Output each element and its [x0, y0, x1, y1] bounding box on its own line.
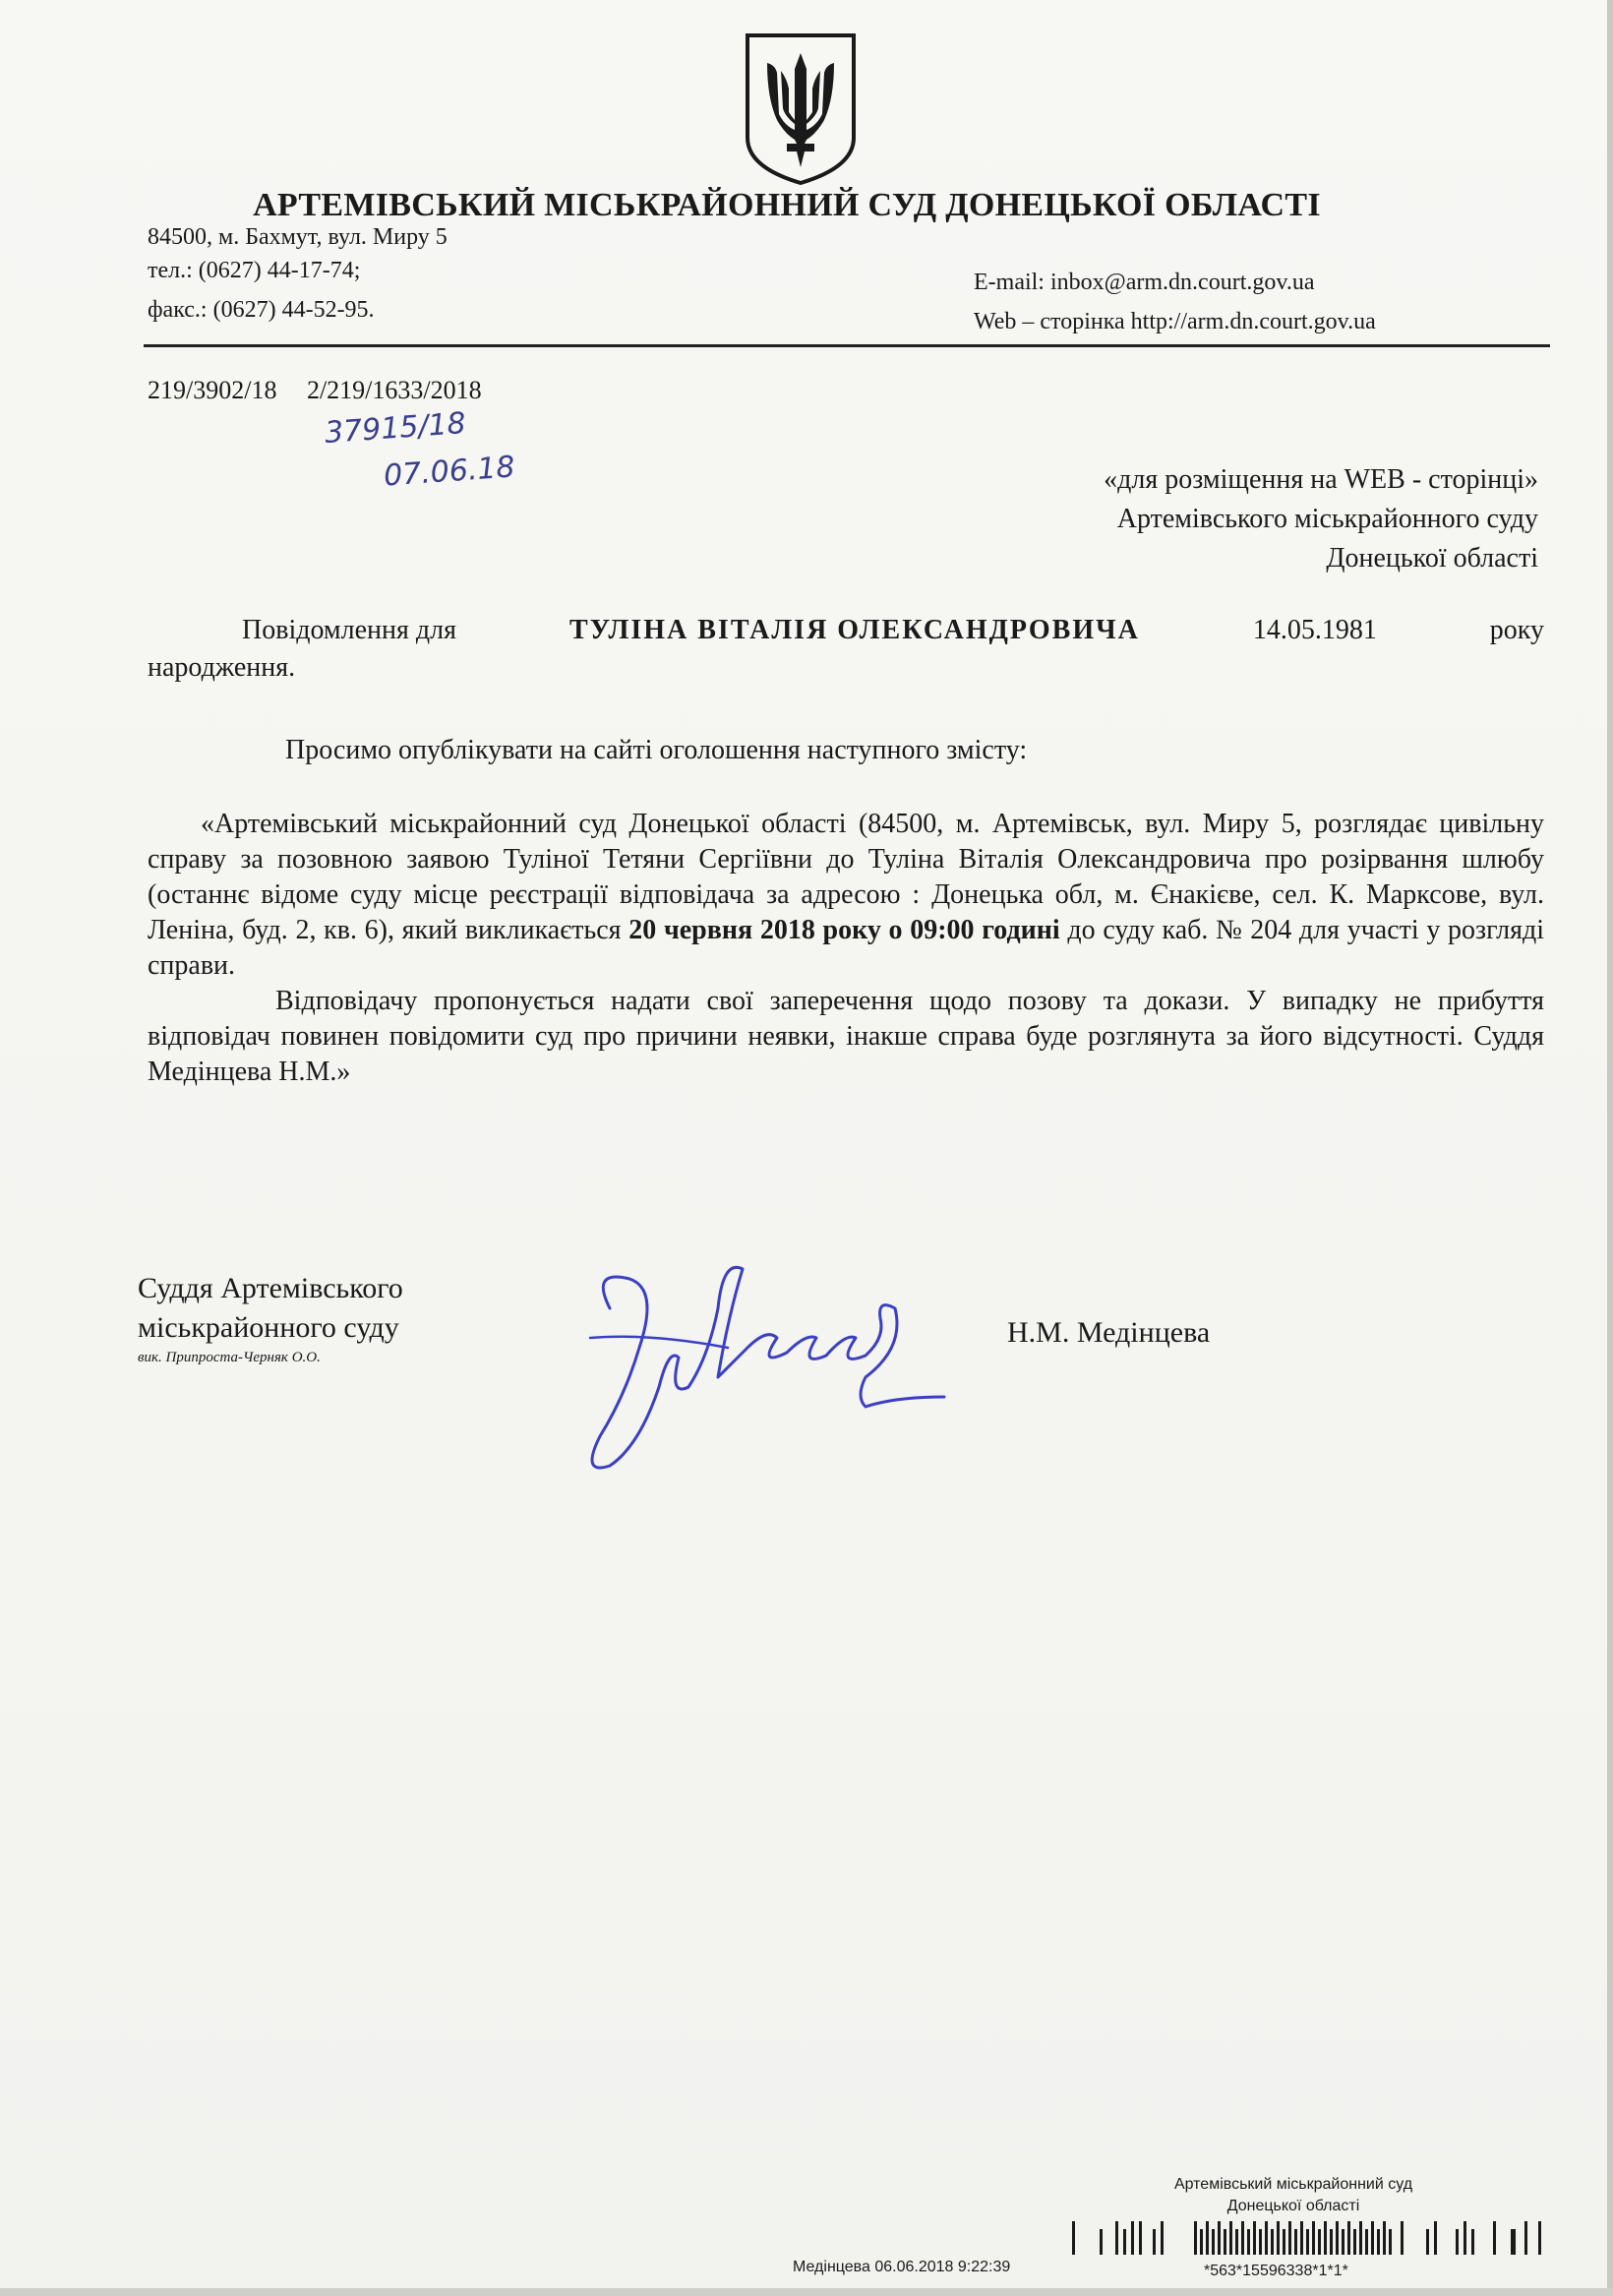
- web-placement-line3: Донецької області: [1326, 543, 1538, 574]
- case-ref-2: 2/219/1633/2018: [306, 376, 482, 404]
- notice-prefix: Повідомлення для: [242, 615, 456, 645]
- announcement-text: [148, 807, 1544, 1090]
- handwritten-registration-date: 07.06.18: [382, 450, 516, 494]
- court-phone: тел.: (0627) 44-17-74;: [148, 258, 361, 283]
- case-ref-1: 219/3902/18: [148, 376, 277, 404]
- notice-block: [148, 612, 1544, 687]
- signature-title-line2: міськрайонного суду: [138, 1311, 399, 1344]
- barcode-number: *563*15596338*1*1*: [1204, 2263, 1348, 2279]
- footer-court-name: [1151, 2174, 1436, 2217]
- web-placement-line2: Артемівського міськрайонного суду: [1116, 504, 1538, 534]
- footer-court-line2: Донецької області: [1226, 2198, 1360, 2214]
- judge-name: Н.М. Медінцева: [1007, 1316, 1211, 1349]
- signature-title: [138, 1269, 403, 1348]
- page-bottom-edge: [0, 2288, 1613, 2296]
- court-website: Web – сторінка http://arm.dn.court.gov.ua: [974, 309, 1376, 334]
- signature-title-line1: Суддя Артемівського: [138, 1272, 403, 1304]
- notice-roku: року: [1489, 615, 1544, 645]
- web-placement-line1: «для розміщення на WEB - сторінці»: [1104, 464, 1538, 495]
- page-edge-shadow: [1607, 0, 1613, 2296]
- notice-line2: народження.: [148, 652, 296, 683]
- court-name: АРТЕМІВСЬКИЙ МІСЬКРАЙОННИЙ СУД ДОНЕЦЬКОЇ ОБЛАСТІ: [253, 187, 1321, 223]
- hearing-datetime: 20 червня 2018 року о 09:00 годині: [628, 915, 1060, 945]
- footer-court-line1: Артемівський міськрайонний суд: [1173, 2176, 1413, 2193]
- court-fax: факс.: (0627) 44-52-95.: [148, 297, 375, 323]
- announcement-paragraph-1: [148, 807, 1544, 984]
- notice-line: [148, 612, 1544, 649]
- court-address: 84500, м. Бахмут, вул. Миру 5: [148, 224, 448, 250]
- footer-registration-stamp: Медінцева 06.06.2018 9:22:39: [793, 2259, 1011, 2275]
- publication-request: Просимо опублікувати на сайті оголошення наступного змісту:: [285, 735, 1028, 765]
- header-divider: [144, 344, 1550, 347]
- handwritten-signature: [570, 1239, 954, 1485]
- defendant-dob: 14.05.1981: [1252, 615, 1377, 645]
- handwritten-registration-number: 37915/18: [323, 406, 467, 451]
- executor-note: вик. Припроста-Черняк О.О.: [138, 1350, 321, 1365]
- web-placement-block: [1104, 460, 1538, 578]
- defendant-name: ТУЛІНА ВІТАЛІЯ ОЛЕКСАНДРОВИЧА: [568, 615, 1140, 645]
- announcement-part2: до суду каб. № 204 для участі у розгляді справи.: [148, 915, 1545, 981]
- court-email: E-mail: inbox@arm.dn.court.gov.ua: [974, 270, 1315, 295]
- barcode-icon: [1072, 2221, 1544, 2255]
- trident-emblem-icon: [742, 30, 860, 187]
- announcement-paragraph-2: Відповідачу пропонується надати свої заперечення щодо позову та докази. У випадку не прибуття відповідач повинен повідомити суд про причини неявки, інакше справа буде розглянута за його відсутності. Суддя Медінцева Н.М.»: [148, 986, 1544, 1087]
- announcement-part1: «Артемівський міськрайонний суд Донецької області (84500, м. Артемівськ, вул. Миру 5, розглядає цивільну справу за позовною заявою Туліної Тетяни Сергіївни до Туліна Віталія Олександровича про розірвання шлюбу (останнє відоме суду місце реєстрації відповідача за адресою : Донецька обл, м. Єнакієве, сел. К. Марксове, вул. Леніна, буд. 2, кв. 6), який викликається: [148, 809, 1544, 945]
- case-references: [148, 376, 482, 405]
